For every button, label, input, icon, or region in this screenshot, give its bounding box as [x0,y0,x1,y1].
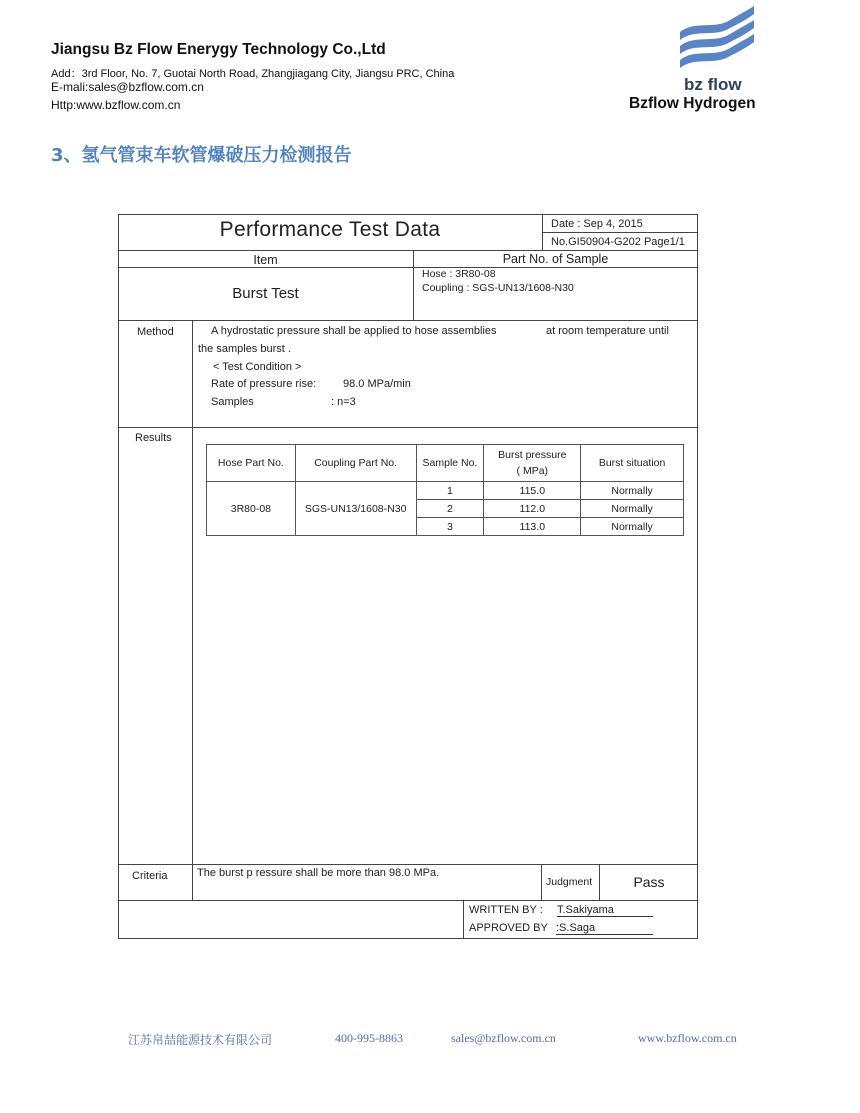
written-by-name: T.Sakiyama [557,904,653,917]
table-header-row [207,445,684,482]
pressure-cell: 113.0 [484,518,581,536]
svg-text:bz flow: bz flow [684,75,742,94]
approved-by-name: :S.Saga [556,922,653,935]
method-text-1b: at room temperature until [546,325,669,337]
brand-name: Bzflow Hydrogen [629,95,756,112]
item-label: Item [253,253,278,267]
header-burst-pressure-unit: ( MPa) [516,465,549,477]
header-burst-pressure-label: Burst pressure [498,449,567,461]
method-label: Method [137,326,174,338]
method-text-1a: A hydrostatic pressure shall be applied to hose assemblies [211,325,497,337]
company-website: Http:www.bzflow.com.cn [51,98,181,112]
header-burst-pressure [484,445,581,482]
samples-value: : n=3 [331,396,356,408]
header-sample-no: Sample No. [416,445,484,482]
criteria-label: Criteria [132,870,168,882]
situation-cell: Normally [581,482,684,500]
table-row [207,482,684,500]
form-title: Performance Test Data [219,218,441,241]
footer-company-cn: 江苏帛喆能源技术有限公司 [128,1033,273,1047]
footer-website: www.bzflow.com.cn [638,1031,737,1045]
coupling-part-cell: SGS-UN13/1608-N30 [295,482,416,536]
sample-cell: 2 [416,500,484,518]
test-condition: < Test Condition > [213,361,302,373]
hose-part-line: Hose : 3R80-08 [422,268,496,280]
header-hose-part: Hose Part No. [207,445,296,482]
criteria-text: The burst p ressure shall be more than 98.0 MPa. [197,867,440,879]
header-burst-situation: Burst situation [581,445,684,482]
company-address: Add：3rd Floor, No. 7, Guotai North Road, Zhangjiagang City, Jiangsu PRC, China [51,68,455,80]
situation-cell: Normally [581,518,684,536]
pressure-cell: 115.0 [484,482,581,500]
report-title: 3、氢气管束车软管爆破压力检测报告 [51,145,352,166]
company-email: E-mali:sales@bzflow.com.cn [51,80,204,94]
coupling-part-line: Coupling : SGS-UN13/1608-N30 [422,282,574,294]
judgment-value: Pass [633,874,665,890]
bz-flow-logo [670,2,762,94]
hose-part-cell: 3R80-08 [207,482,296,536]
judgment-label: Judgment [546,876,593,888]
item-value: Burst Test [232,285,299,302]
footer-phone: 400-995-8863 [335,1031,403,1045]
rate-value: 98.0 MPa/min [343,378,411,390]
pressure-cell: 112.0 [484,500,581,518]
results-label: Results [135,432,172,444]
sample-cell: 3 [416,518,484,536]
approved-by-label: APPROVED BY [469,922,548,934]
samples-label: Samples [211,396,254,408]
report-date: Date : Sep 4, 2015 [551,218,643,230]
method-text-2: the samples burst . [198,343,291,355]
header-coupling-part: Coupling Part No. [295,445,416,482]
report-number: No.GI50904-G202 Page1/1 [551,236,685,248]
footer-email: sales@bzflow.com.cn [451,1031,556,1045]
situation-cell: Normally [581,500,684,518]
results-table [206,444,684,536]
company-name: Jiangsu Bz Flow Enerygy Technology Co.,Ltd [51,41,386,58]
part-no-label: Part No. of Sample [502,252,609,266]
rate-label: Rate of pressure rise: [211,378,317,390]
sample-cell: 1 [416,482,484,500]
written-by-label: WRITTEN BY : [469,904,543,916]
